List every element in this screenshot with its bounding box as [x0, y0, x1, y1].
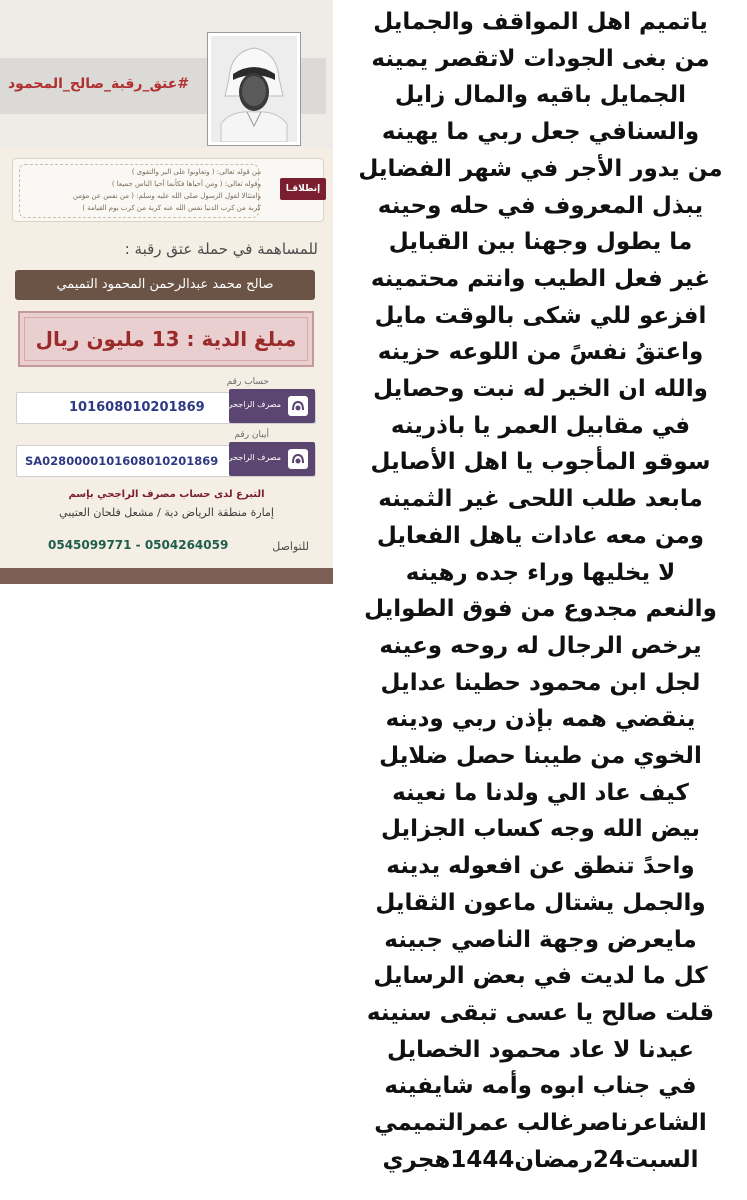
- quote-line: كربة من كرب الدنيا نفس الله عنه كربة من كرب يوم القيامة ): [82, 204, 261, 212]
- poem-verse: والله ان الخير له نبت وحصايل: [373, 376, 708, 402]
- poem-verse: عيدنا لا عاد محمود الخصايل: [387, 1036, 694, 1063]
- poem-verse: الشاعرناصرغالب عمرالتميمي: [374, 1110, 707, 1136]
- poem-verse: واحدً تنطق عن افعوله يدينه: [386, 853, 695, 880]
- account-box: [16, 392, 316, 424]
- poem-verse: كل ما لديت في بعض الرسايل: [373, 963, 708, 990]
- campaign-hashtag[interactable]: #عتق_رقبة_صالح_المحمود: [8, 76, 190, 92]
- poem-verse: من يدور الأجر في شهر الفضايل: [358, 155, 723, 182]
- poem-verse: مايعرض وجهة الناصي جبينه: [384, 926, 697, 953]
- poem-verse: في جناب ابوه وأمه شايفينه: [384, 1073, 697, 1100]
- poem-verse: من بغى الجودات لاتقصر يمينه: [371, 45, 710, 72]
- poem-verse: يبذل المعروف في حله وحينه: [377, 192, 704, 219]
- poem-verse: ما يطول وجهنا بين القبايل: [388, 229, 693, 256]
- poster-footer-bar: [0, 568, 333, 584]
- poem-verse: السبت24رمضان1444هجري: [382, 1146, 699, 1173]
- quote-line: وقوله تعالى: ( ومن أحياها فكأنما أحيا الناس جميعا ): [111, 180, 261, 188]
- diya-box: [18, 311, 314, 367]
- contact-phones[interactable]: 0545099771 - 0504264059: [48, 538, 229, 552]
- poem-verse: لا يخليها وراء جده رهينه: [405, 559, 676, 586]
- quote-line: وامتثالا لقول الرسول صلى الله عليه وسلم: ( من نفس عن مؤمن: [72, 192, 261, 200]
- poem-verse: لجل ابن محمود حطينا عدايل: [380, 669, 701, 696]
- iban-label: أيبان رقم: [234, 430, 269, 440]
- campaign-intro: للمساهمة في حملة عتق رقبة :: [124, 240, 318, 258]
- poem-verse: كيف عاد الي ولدنا ما نعينه: [392, 779, 689, 806]
- campaign-poster: [0, 0, 333, 584]
- quote-line: من قوله تعالى: ( وتعاونوا على البر والتقوى ): [131, 168, 261, 176]
- iban-number[interactable]: SA0280000101608010201869: [25, 454, 219, 468]
- account-number[interactable]: 101608010201869: [69, 400, 205, 415]
- account-label: حساب رقم: [226, 377, 269, 387]
- poem-verse: الجمايل باقيه والمال زايل: [394, 82, 687, 109]
- launch-badge: إنطلاقـا: [280, 178, 326, 200]
- poem-verse: ينقضي همه بإذن ربي ودينه: [385, 706, 696, 733]
- poem-verse: سوقو المأجوب يا اهل الأصايل: [370, 449, 711, 476]
- bank-logo-icon: [287, 395, 309, 417]
- poem-verse: الخوي من طيبنا حصل ضلايل: [379, 743, 702, 769]
- bank-name: مصرف الراجحي: [226, 453, 281, 462]
- poem-verse: في مقابيل العمر يا باذرينه: [390, 412, 691, 439]
- contact-label: للتواصل: [272, 540, 309, 553]
- poem-verse: والجمل يشتال ماعون الثقايل: [375, 889, 706, 916]
- poem-verse: ومن معه عادات ياهل الفعايل: [376, 522, 705, 549]
- diya-amount: مبلغ الدية : 13 مليون ريال: [35, 327, 297, 351]
- poem-verse: واعتقُ نفسً من اللوعه حزينه: [377, 339, 704, 366]
- bank-badge: [226, 389, 315, 423]
- portrait-silhouette-icon: [211, 36, 297, 142]
- poem-verse: ياتميم اهل المواقف والجمايل: [373, 9, 708, 35]
- poem-verse: قلت صالح يا عسى تبقى سنينه: [366, 999, 715, 1026]
- poem-verse: غير فعل الطيب وانتم محتمينه: [370, 265, 711, 292]
- poem-verse: يرخص الرجال له روحه وعينه: [379, 632, 702, 659]
- poem-verse: مابعد طلب اللحى غير الثمينه: [378, 486, 703, 513]
- emirate-note: إمارة منطقة الرياض دية / مشعل فلحان العتيبي: [59, 506, 274, 519]
- poem-verse: بيض الله وجه كساب الجزايل: [380, 816, 701, 843]
- bank-name: مصرف الراجحي: [226, 400, 281, 409]
- poem-verse: افزعو للي شكى بالوقت مايل: [374, 302, 707, 329]
- donation-note: التبرع لدى حساب مصرف الراجحي بإسم: [68, 489, 265, 500]
- poem-text: [338, 0, 743, 1200]
- poem-verse: والسنافي جعل ربي ما يهينه: [381, 119, 700, 146]
- poem-verse: والنعم مجدوع من فوق الطوايل: [364, 596, 717, 623]
- iban-box: [16, 445, 316, 477]
- portrait-photo: [208, 33, 300, 145]
- bank-badge: [226, 442, 315, 476]
- person-name: صالح محمد عبدالرحمن المحمود التميمي: [15, 270, 315, 300]
- bank-logo-icon: [287, 448, 309, 470]
